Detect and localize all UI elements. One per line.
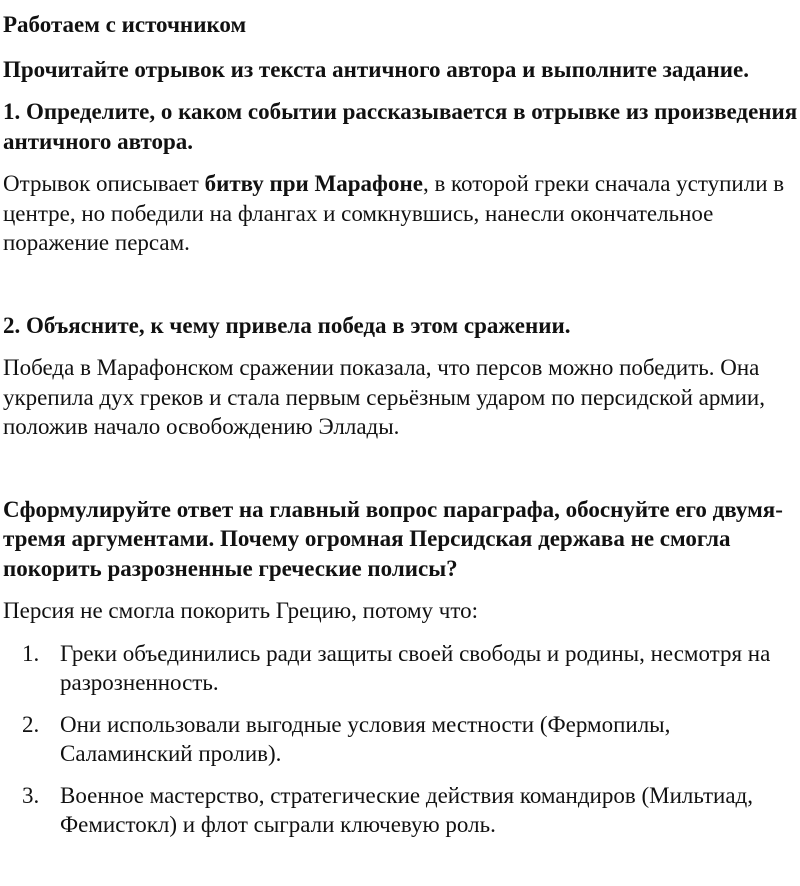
list-number: 2. — [22, 711, 40, 737]
section-title: Работаем с источником — [3, 12, 247, 37]
list-item — [3, 781, 800, 840]
question-1: 1. Определите, о каком событии рассказывается в отрывке из произведения античного автора. — [3, 99, 798, 154]
list-number: 1. — [22, 640, 40, 666]
list-text: Военное мастерство, стратегические действия командиров (Мильтиад, Фемистокл) и флот сыграли ключевую роль. — [60, 782, 753, 837]
instruction: Прочитайте отрывок из текста античного автора и выполните задание. — [3, 56, 750, 82]
answer-1 — [3, 169, 800, 258]
answer-1-text: Отрывок описывает — [3, 171, 205, 196]
list-number: 3. — [22, 782, 40, 808]
answer-1-highlight: битву при Марафоне — [204, 171, 423, 196]
answer-1-text-end: , в которой греки сначала уступили в центре, но победили на флангах и сомкнувшись, нанесли окончательное поражение персам. — [3, 171, 785, 255]
list-text: Они использовали выгодные условия местности (Фермопилы, Саламинский пролив). — [60, 711, 671, 766]
arguments-list — [3, 639, 800, 840]
list-text: Греки объединились ради защиты своей свободы и родины, несмотря на разрозненность. — [60, 640, 771, 695]
answer-3-intro: Персия не смогла покорить Грецию, потому что: — [3, 598, 478, 623]
question-2: 2. Объясните, к чему привела победа в этом сражении. — [3, 312, 571, 338]
question-3: Сформулируйте ответ на главный вопрос параграфа, обоснуйте его двумя-тремя аргументами. Почему огромная Персидская держава не смогла покорить разрозненные греческие полисы? — [3, 496, 783, 581]
answer-2: Победа в Марафонском сражении показала, что персов можно победить. Она укрепила дух греков и стала первым серьёзным ударом по персидской армии, положив начало освобождению Эллады. — [3, 355, 765, 439]
list-item — [3, 639, 800, 698]
list-item — [3, 710, 800, 769]
